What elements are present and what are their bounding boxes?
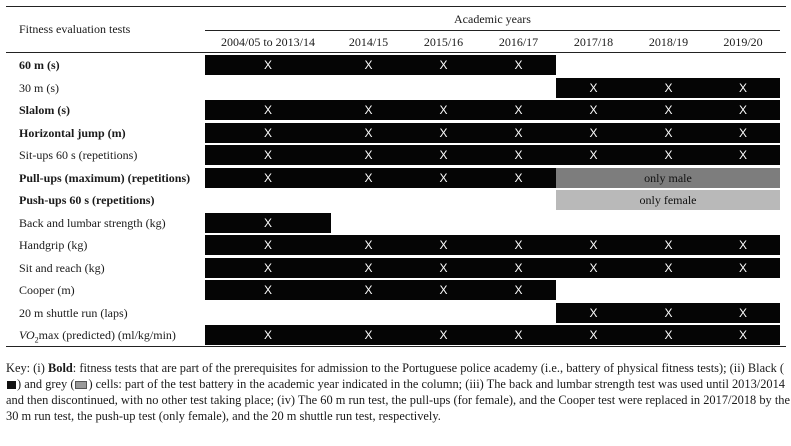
x-mark: X xyxy=(263,238,272,252)
row-label: Sit-ups 60 s (repetitions) xyxy=(19,148,138,162)
filled-cell xyxy=(205,100,780,120)
x-mark: X xyxy=(439,103,448,117)
x-mark: X xyxy=(364,148,373,162)
x-mark: X xyxy=(738,125,747,140)
x-mark: X xyxy=(589,103,598,117)
x-mark: X xyxy=(514,148,523,162)
x-mark: X xyxy=(664,80,673,95)
x-mark: X xyxy=(364,103,373,117)
x-mark: X xyxy=(263,170,272,185)
x-mark: X xyxy=(514,260,523,275)
filled-cell xyxy=(205,145,780,165)
x-mark: X xyxy=(738,148,747,162)
x-mark: X xyxy=(439,170,448,185)
x-mark: X xyxy=(263,283,272,297)
x-mark: X xyxy=(439,283,448,297)
x-mark: X xyxy=(364,238,373,252)
subscript-2: 2 xyxy=(34,335,39,345)
x-mark: X xyxy=(589,328,598,342)
x-mark: X xyxy=(514,58,523,72)
x-mark: X xyxy=(514,125,523,140)
column-header: 2018/19 xyxy=(648,35,689,49)
x-mark: X xyxy=(589,125,598,140)
x-mark: X xyxy=(664,125,673,140)
black-square-icon xyxy=(7,381,16,389)
key-part-1: : fitness tests that are part of the prerequisites for admission to the Portuguese police academy (i.e., battery of physical fitness tests); (ii) Black ( xyxy=(72,361,785,375)
row-label: Slalom (s) xyxy=(19,103,70,117)
x-mark: X xyxy=(263,148,272,162)
key-part-3: ) cells: part of the test battery in the academic year indicated in the column; (iii) The back and lumbar strength test was used until 2013/2014 and then discontinued, with no other test taking place; (iv) The 60 m run test, the pull-ups (for female), and the Cooper test were replaced in 2017/2018 by the 30 m run test, the push-up test (only female), and the 20 m shuttle run test, respectively. xyxy=(6,377,790,423)
row-label: Horizontal jump (m) xyxy=(19,125,126,140)
row-label: 60 m (s) xyxy=(19,58,60,72)
x-mark: X xyxy=(664,305,673,320)
row-label-rest: max (predicted) (ml/kg/min) xyxy=(38,328,176,342)
x-mark: X xyxy=(514,238,523,252)
gender-span-note: only male xyxy=(644,170,692,185)
x-mark: X xyxy=(664,260,673,275)
row-label: Sit and reach (kg) xyxy=(19,260,105,275)
column-header: 2016/17 xyxy=(498,35,539,49)
column-header: 2017/18 xyxy=(573,35,614,49)
x-mark: X xyxy=(439,125,448,140)
row-label-vo: VO xyxy=(19,328,35,342)
column-header: 2015/16 xyxy=(423,35,464,49)
row-label: 30 m (s) xyxy=(19,80,59,95)
x-mark: X xyxy=(439,58,448,72)
column-header: 2019/20 xyxy=(723,35,763,49)
academic-years-header: Academic years xyxy=(454,12,531,26)
grey-square-icon xyxy=(75,381,87,389)
column-header: 2004/05 to 2013/14 xyxy=(220,35,315,49)
x-mark: X xyxy=(439,260,448,275)
x-mark: X xyxy=(263,328,272,342)
x-mark: X xyxy=(364,283,373,297)
x-mark: X xyxy=(364,170,373,185)
row-label: Handgrip (kg) xyxy=(19,238,88,252)
x-mark: X xyxy=(263,260,272,275)
row-label: Back and lumbar strength (kg) xyxy=(19,215,166,230)
header-bottom-rule xyxy=(6,52,786,53)
key-bold-word: Bold xyxy=(47,361,73,375)
x-mark: X xyxy=(514,103,523,117)
x-mark: X xyxy=(439,238,448,252)
filled-cell xyxy=(205,325,780,345)
key-lead: Key: (i) xyxy=(6,361,48,375)
x-mark: X xyxy=(738,80,747,95)
x-mark: X xyxy=(263,58,272,72)
x-mark: X xyxy=(514,328,523,342)
row-label: 20 m shuttle run (laps) xyxy=(19,305,128,320)
x-mark: X xyxy=(738,238,747,252)
x-mark: X xyxy=(589,80,598,95)
x-mark: X xyxy=(664,103,673,117)
x-mark: X xyxy=(664,148,673,162)
x-mark: X xyxy=(589,238,598,252)
x-mark: X xyxy=(263,215,272,230)
table-top-rule xyxy=(6,6,786,7)
x-mark: X xyxy=(589,148,598,162)
filled-cell xyxy=(205,258,780,278)
x-mark: X xyxy=(664,238,673,252)
x-mark: X xyxy=(263,103,272,117)
x-mark: X xyxy=(514,170,523,185)
stub-header: Fitness evaluation tests xyxy=(19,22,131,36)
x-mark: X xyxy=(263,125,272,140)
row-label: Pull-ups (maximum) (repetitions) xyxy=(19,170,191,185)
x-mark: X xyxy=(364,125,373,140)
filled-cell xyxy=(205,235,780,255)
x-mark: X xyxy=(589,305,598,320)
gender-span-note: only female xyxy=(639,193,697,207)
group-header-rule xyxy=(205,30,780,31)
x-mark: X xyxy=(738,103,747,117)
filled-cell xyxy=(205,123,780,143)
row-label: Cooper (m) xyxy=(19,283,75,297)
x-mark: X xyxy=(364,328,373,342)
x-mark: X xyxy=(439,148,448,162)
table-key-note xyxy=(6,360,791,424)
x-mark: X xyxy=(439,328,448,342)
row-label xyxy=(19,325,176,350)
x-mark: X xyxy=(738,260,747,275)
x-mark: X xyxy=(364,260,373,275)
x-mark: X xyxy=(738,328,747,342)
key-part-2: ) and grey ( xyxy=(17,377,75,391)
x-mark: X xyxy=(664,328,673,342)
x-mark: X xyxy=(364,58,373,72)
x-mark: X xyxy=(589,260,598,275)
x-mark: X xyxy=(738,305,747,320)
column-header: 2014/15 xyxy=(348,35,389,49)
x-mark: X xyxy=(514,283,523,297)
row-label: Push-ups 60 s (repetitions) xyxy=(19,193,155,207)
